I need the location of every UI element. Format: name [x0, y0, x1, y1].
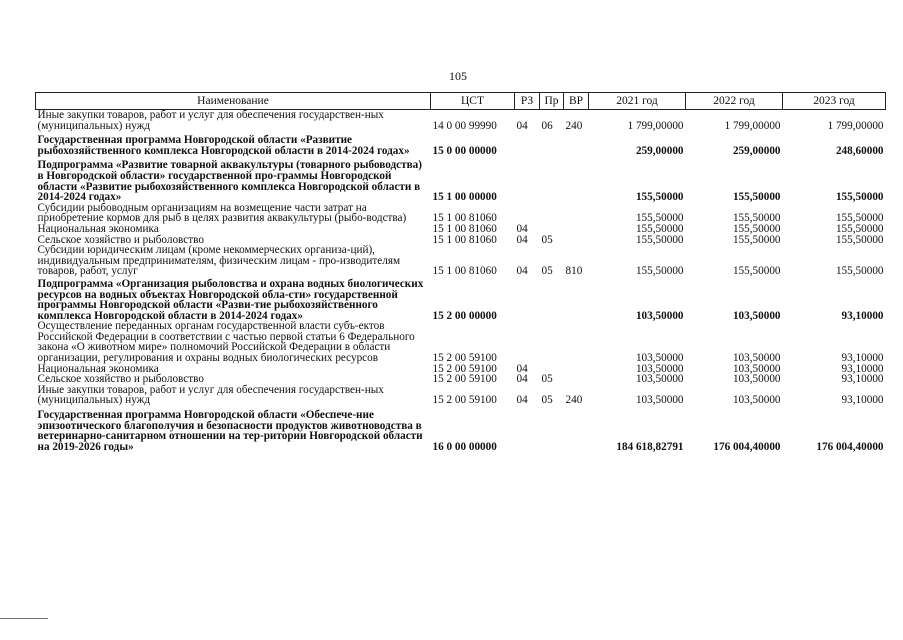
table-row	[36, 245, 886, 277]
value-2023: 176 004,40000	[816, 440, 884, 453]
name: Национальная экономика	[37, 362, 159, 375]
value-2021: 155,50000	[635, 191, 684, 204]
value-2021: 103,50000	[635, 394, 684, 407]
cst-cell: 15 1 00 81060	[432, 222, 497, 235]
value-2023: 93,10000	[841, 362, 884, 375]
table-row	[36, 156, 886, 202]
value-2022: 103,50000	[732, 309, 781, 322]
rz-cell: 04	[516, 119, 528, 132]
vr-cell	[564, 321, 589, 363]
table-row	[36, 203, 886, 224]
value-2021: 155,50000	[635, 222, 684, 235]
value-2023: 155,50000	[835, 233, 884, 246]
pr-cell: 05	[541, 394, 553, 407]
header-name: Наименование	[36, 93, 431, 110]
cst-cell: 15 1 00 81060	[432, 212, 497, 225]
budget-table	[35, 92, 886, 452]
rz-cell	[515, 131, 540, 156]
value-2023: 93,10000	[841, 373, 884, 386]
value-2023: 93,10000	[841, 352, 884, 365]
rz-cell	[515, 156, 540, 202]
pr-cell	[540, 224, 564, 235]
name: Иные закупки товаров, работ и услуг для обеспечения государствен-ных (муниципальных) нужд	[37, 109, 384, 132]
value-2022: 259,00000	[732, 144, 781, 157]
cst-cell: 15 2 00 00000	[432, 309, 497, 322]
name: Иные закупки товаров, работ и услуг для обеспечения государствен-ных (муниципальных) нужд	[37, 383, 384, 407]
cst-cell: 14 0 00 99990	[432, 119, 497, 132]
value-2022: 155,50000	[732, 191, 781, 204]
rz-cell: 04	[516, 222, 528, 235]
vr-cell	[564, 131, 589, 156]
name: Субсидии рыбоводным организациям на возмещение части затрат на приобретение кормов для рыб в целях развития аквакультуры (рыбо-водства)	[37, 201, 407, 225]
value-2023: 93,10000	[841, 394, 884, 407]
rz-cell	[515, 406, 540, 452]
table-row	[36, 321, 886, 363]
value-2021: 155,50000	[635, 212, 684, 225]
table-row	[36, 224, 886, 235]
value-2022: 155,50000	[732, 212, 781, 225]
vr-cell	[564, 364, 589, 375]
header-vr: ВР	[564, 93, 589, 110]
value-2021: 259,00000	[635, 144, 684, 157]
value-2021: 184 618,82791	[616, 440, 684, 453]
table-row	[36, 385, 886, 406]
value-2022: 103,50000	[732, 373, 781, 386]
pr-cell	[540, 277, 564, 321]
header-2021: 2021 год	[589, 93, 686, 110]
vr-cell	[564, 224, 589, 235]
name: Подпрограмма «Организация рыболовства и охрана водных биологических ресурсов на водных объектах Новгородской обла-сти» государственной программы Новгородской области «Разви-тие рыбохозяйственного комплекса Новгородской области в 2014-2024 годах»	[37, 277, 424, 322]
vr-cell: 240	[565, 394, 583, 407]
rz-cell	[515, 203, 540, 224]
cst-cell: 15 0 00 00000	[432, 144, 497, 157]
value-2021: 103,50000	[635, 309, 684, 322]
name: Государственная программа Новгородской области «Развитие рыбохозяйственного комплекса Новгородской области в 2014-2024 годах»	[37, 134, 410, 157]
vr-cell: 810	[565, 265, 583, 278]
value-2021: 103,50000	[635, 373, 684, 386]
rz-cell: 04	[516, 362, 528, 375]
table-row	[36, 131, 886, 156]
table-row	[36, 406, 886, 452]
pr-cell: 05	[541, 373, 553, 386]
name: Подпрограмма «Развитие товарной аквакультуры (товарного рыбоводства) в Новгородской области» государственной про-граммы Новгородской области «Развитие рыбохозяйственного комплекса Новгородской области в 2014-2024 годах»	[37, 159, 423, 204]
header-cst: ЦСТ	[431, 93, 515, 110]
cst-cell: 15 2 00 59100	[432, 352, 497, 365]
value-2021: 1 799,00000	[627, 119, 684, 132]
rz-cell	[515, 277, 540, 321]
value-2023: 155,50000	[835, 212, 884, 225]
value-2022: 1 799,00000	[724, 119, 781, 132]
value-2023: 1 799,00000	[827, 119, 884, 132]
value-2021: 155,50000	[635, 233, 684, 246]
pr-cell	[540, 156, 564, 202]
value-2023: 93,10000	[841, 309, 884, 322]
vr-cell	[564, 374, 589, 385]
vr-cell: 240	[565, 119, 583, 132]
value-2021: 103,50000	[635, 352, 684, 365]
name: Национальная экономика	[37, 222, 159, 235]
page-number: 105	[449, 69, 467, 83]
rz-cell: 04	[516, 233, 528, 246]
value-2023: 155,50000	[835, 222, 884, 235]
cst-cell: 15 2 00 59100	[432, 394, 497, 407]
cst-cell: 16 0 00 00000	[432, 440, 497, 453]
value-2022: 103,50000	[732, 362, 781, 375]
name: Осуществление переданных органам государственной власти субъ-ектов Российской Федерации в соответствии с частью первой статьи 6 Федерального закона «О животном мире» полномочий Российской Федерации в области организации, регулирования и охраны водных биологических ресурсов	[37, 320, 415, 365]
value-2023: 155,50000	[835, 265, 884, 278]
value-2023: 248,60000	[835, 144, 884, 157]
header-2022: 2022 год	[686, 93, 783, 110]
name: Субсидии юридическим лицам (кроме некоммерческих организа-ций), индивидуальным предпринимателям, физическим лицам - про-изводителям товаров, работ, услуг	[37, 244, 401, 278]
pr-cell	[540, 321, 564, 363]
footnote-divider	[0, 618, 48, 619]
name: Государственная программа Новгородской области «Обеспече-ние эпизоотического благополучия и безопасности продуктов животноводства в ветеринарно-санитарном отношении на тер-ритории Новгородской области на 2019-2026 годы»	[37, 409, 423, 453]
header-rz: РЗ	[515, 93, 540, 110]
value-2022: 103,50000	[732, 394, 781, 407]
pr-cell	[540, 131, 564, 156]
pr-cell: 05	[541, 265, 553, 278]
vr-cell	[564, 406, 589, 452]
value-2023: 155,50000	[835, 191, 884, 204]
value-2021: 155,50000	[635, 265, 684, 278]
header-pr: Пр	[540, 93, 564, 110]
table-header-row	[36, 93, 886, 110]
cst-cell: 15 1 00 00000	[432, 191, 497, 204]
rz-cell: 04	[516, 394, 528, 407]
header-2023: 2023 год	[783, 93, 886, 110]
table-row	[36, 110, 886, 132]
pr-cell: 06	[541, 119, 553, 132]
table-row	[36, 277, 886, 321]
value-2021: 103,50000	[635, 362, 684, 375]
value-2022: 155,50000	[732, 222, 781, 235]
pr-cell	[540, 203, 564, 224]
name: Сельское хозяйство и рыболовство	[37, 233, 204, 246]
cst-cell: 15 2 00 59100	[432, 362, 497, 375]
value-2022: 176 004,40000	[713, 440, 781, 453]
rz-cell: 04	[516, 373, 528, 386]
rz-cell	[515, 321, 540, 363]
vr-cell	[564, 156, 589, 202]
vr-cell	[564, 235, 589, 246]
cst-cell: 15 2 00 59100	[432, 373, 497, 386]
vr-cell	[564, 203, 589, 224]
cst-cell: 15 1 00 81060	[432, 265, 497, 278]
cst-cell: 15 1 00 81060	[432, 233, 497, 246]
value-2022: 103,50000	[732, 352, 781, 365]
name: Сельское хозяйство и рыболовство	[37, 373, 204, 386]
pr-cell	[540, 406, 564, 452]
value-2022: 155,50000	[732, 233, 781, 246]
rz-cell: 04	[516, 265, 528, 278]
vr-cell	[564, 277, 589, 321]
value-2022: 155,50000	[732, 265, 781, 278]
pr-cell: 05	[541, 233, 553, 246]
